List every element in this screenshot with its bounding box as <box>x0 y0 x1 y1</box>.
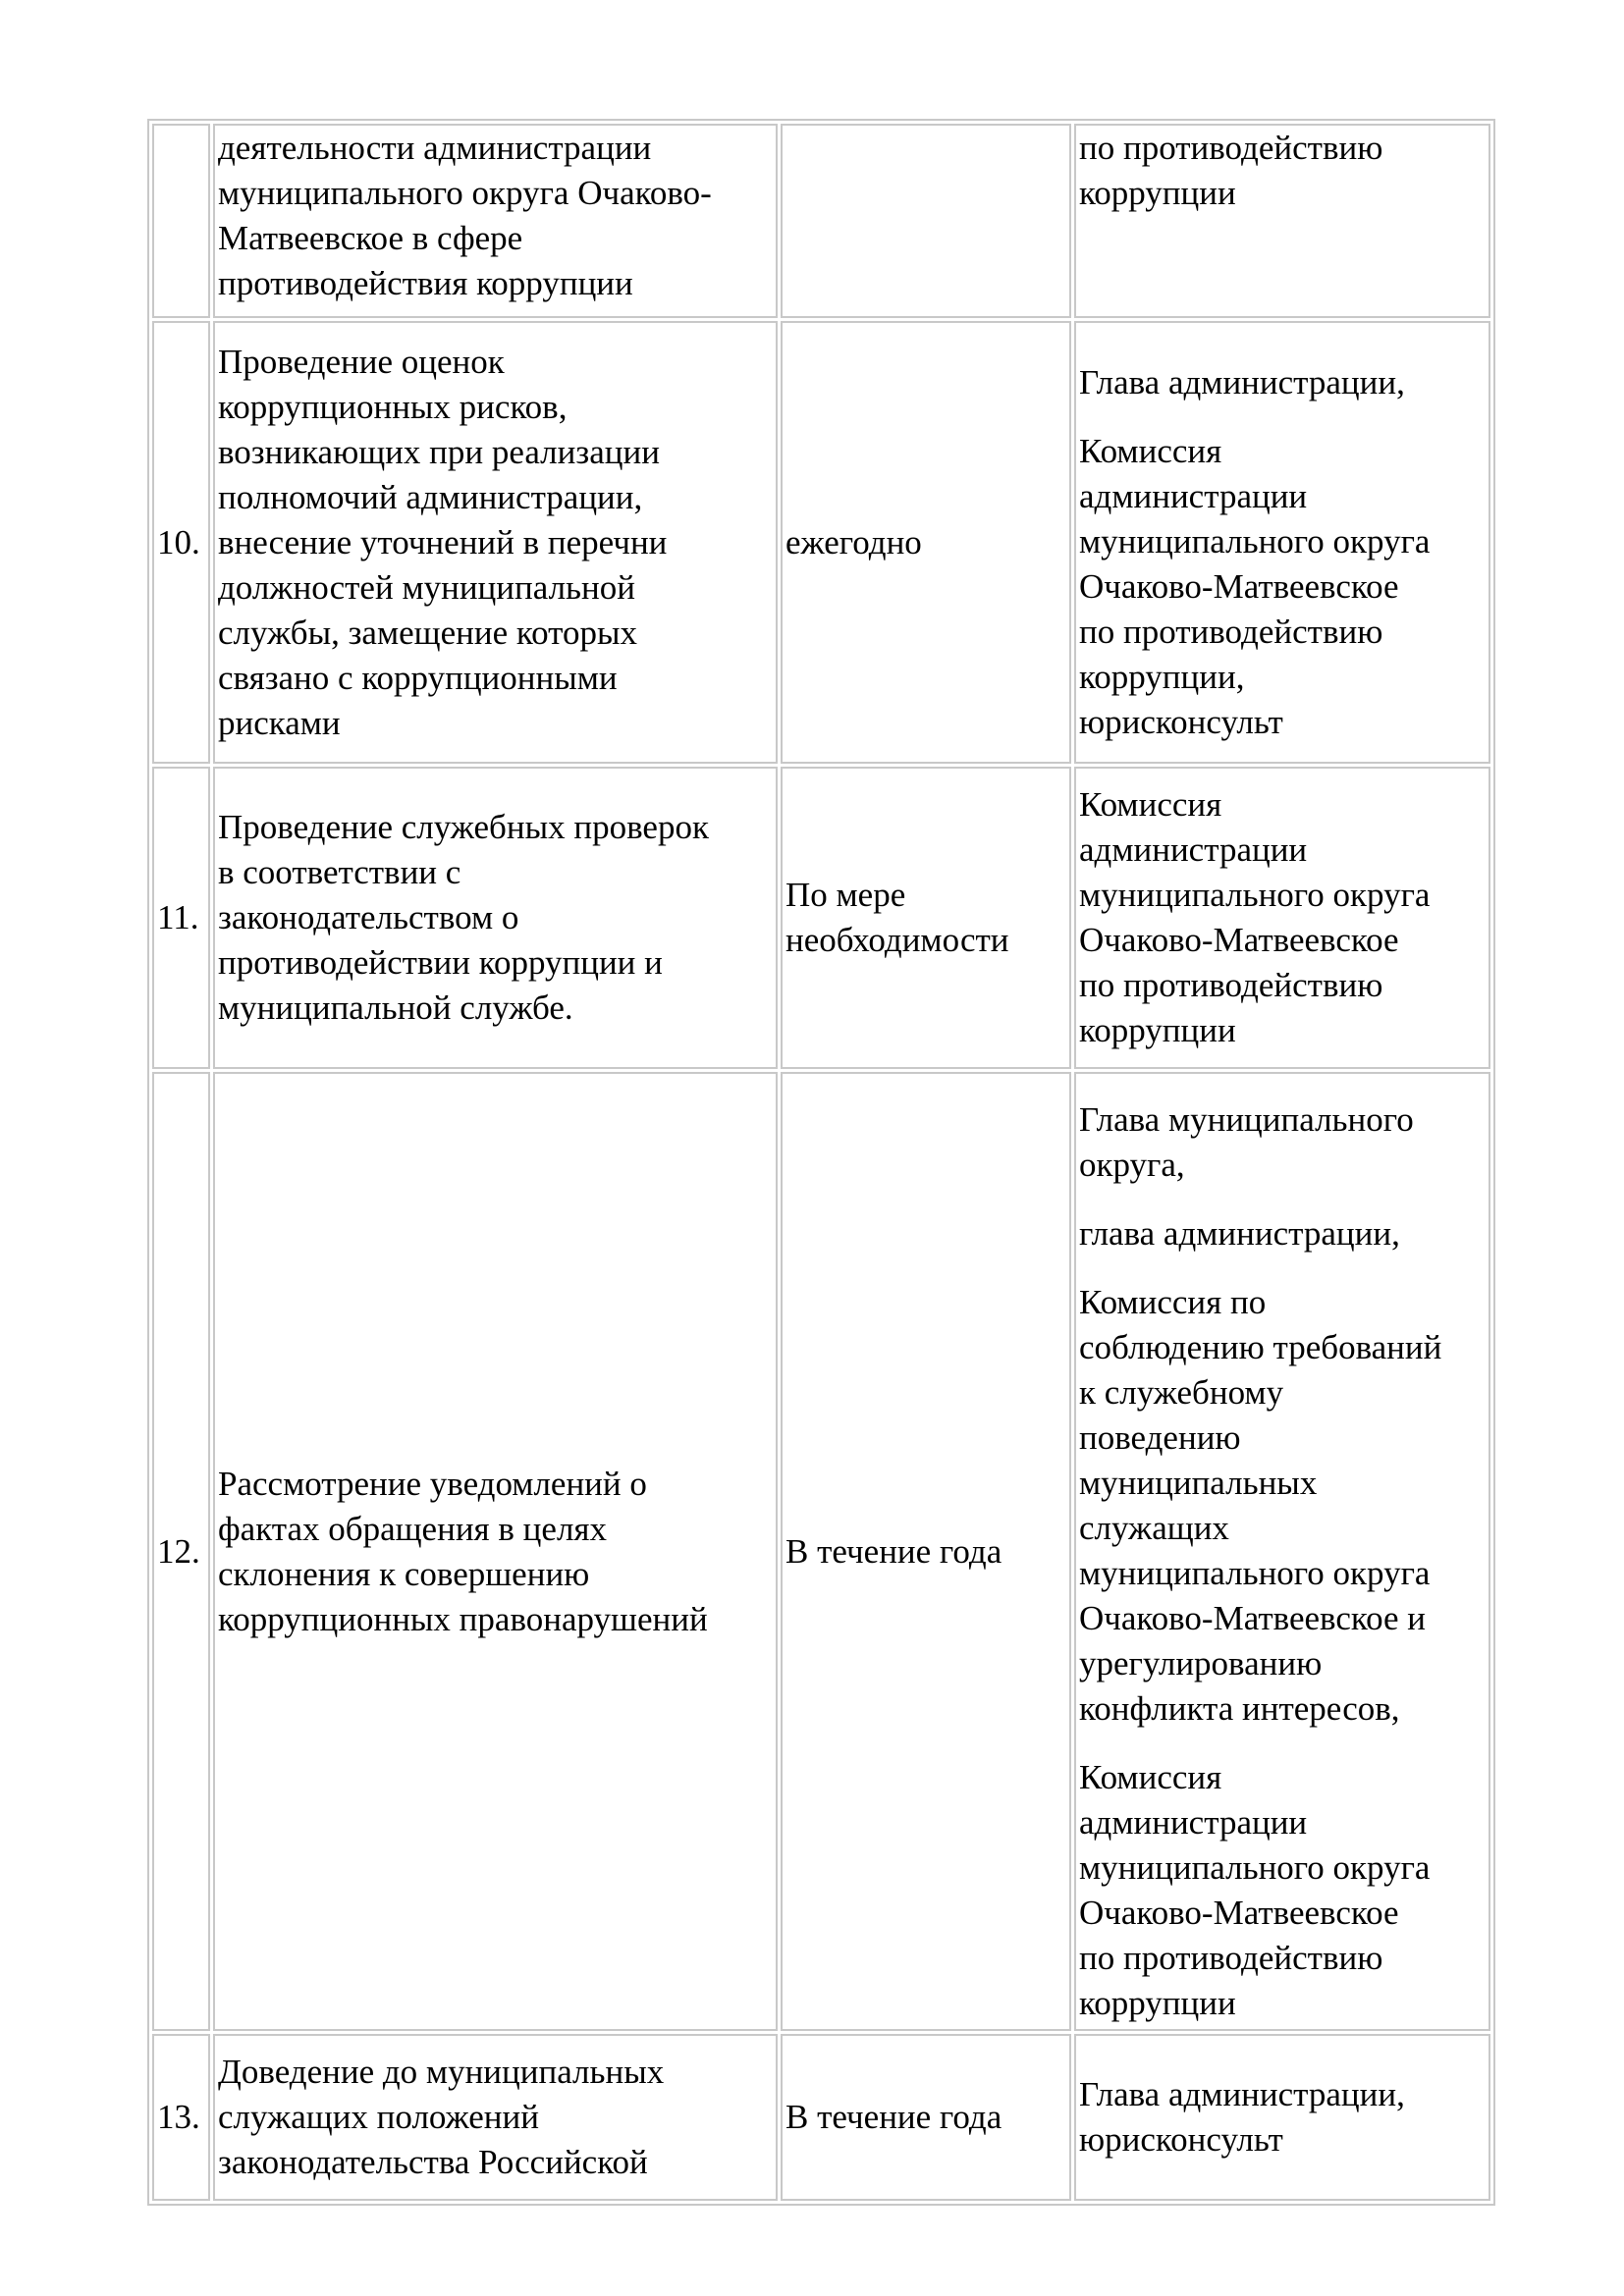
action-text: муниципальной службе. <box>218 988 573 1027</box>
measures-table <box>147 119 1495 2206</box>
term-text: По мере <box>785 876 906 914</box>
responsible-text: Очаково-Матвеевское <box>1079 566 1399 606</box>
responsible-text: поведению <box>1079 1417 1241 1457</box>
responsible-cell <box>1074 2034 1490 2201</box>
action-text: Матвеевское в сфере <box>218 219 523 257</box>
responsible-text: к служебному <box>1079 1372 1284 1412</box>
responsible-text: муниципального округа <box>1079 876 1431 914</box>
action-text: связано с коррупционными <box>218 658 618 697</box>
responsible-text: коррупции <box>1079 1983 1236 2022</box>
term-cell <box>781 767 1071 1069</box>
action-cell <box>213 321 778 764</box>
action-text: фактах обращения в целях <box>218 1509 608 1548</box>
responsible-text: юрисконсульт <box>1079 702 1283 741</box>
responsible-text: коррупции <box>1079 174 1236 212</box>
responsible-text: по противодействию <box>1079 612 1383 651</box>
responsible-text: Комиссия по <box>1079 1282 1267 1321</box>
row-number-cell: 13. <box>152 2034 210 2201</box>
responsible-cell <box>1074 767 1490 1069</box>
responsible-text: коррупции <box>1079 1011 1236 1049</box>
term-cell: В течение года <box>781 1072 1071 2031</box>
responsible-text: администрации <box>1079 830 1308 869</box>
responsible-text: округа, <box>1079 1145 1185 1184</box>
action-text: службы, замещение которых <box>218 613 637 652</box>
table-row <box>152 124 1490 318</box>
responsible-text: юрисконсульт <box>1079 2120 1283 2159</box>
action-text: полномочий администрации, <box>218 477 643 516</box>
responsible-text: по противодействию <box>1079 129 1383 167</box>
responsible-text: урегулированию <box>1079 1643 1323 1682</box>
action-text: служащих положений <box>218 2098 539 2136</box>
term-cell <box>781 124 1071 318</box>
action-text: коррупционных правонарушений <box>218 1599 708 1638</box>
responsible-text: муниципальных <box>1079 1463 1318 1502</box>
row-number-cell <box>152 124 210 318</box>
responsible-text: муниципального округа <box>1079 1847 1431 1887</box>
action-text: Доведение до муниципальных <box>218 2053 665 2091</box>
responsible-text: Комиссия <box>1079 431 1222 470</box>
responsible-text: глава администрации, <box>1079 1213 1400 1253</box>
responsible-text: Очаково-Матвеевское <box>1079 921 1399 959</box>
responsible-paragraph <box>1079 1211 1486 1256</box>
responsible-text: Очаково-Матвеевское и <box>1079 1598 1427 1637</box>
action-text: должностей муниципальной <box>218 567 635 607</box>
responsible-paragraph <box>1079 1755 1486 2026</box>
row-number-cell: 11. <box>152 767 210 1069</box>
action-text: деятельности администрации <box>218 129 652 167</box>
action-text: возникающих при реализации <box>218 432 660 471</box>
responsible-text: администрации <box>1079 1802 1308 1842</box>
term-cell: В течение года <box>781 2034 1071 2201</box>
responsible-text: муниципального округа <box>1079 521 1431 561</box>
responsible-cell <box>1074 124 1490 318</box>
responsible-text: коррупции, <box>1079 657 1245 696</box>
table-row <box>152 2034 1490 2201</box>
action-text: законодательством о <box>218 898 519 936</box>
action-text: муниципального округа Очаково- <box>218 174 712 212</box>
action-text: Проведение служебных проверок <box>218 808 709 846</box>
row-number-cell: 12. <box>152 1072 210 2031</box>
responsible-paragraph <box>1079 360 1486 405</box>
responsible-text: соблюдению требований <box>1079 1327 1442 1366</box>
responsible-text: Глава администрации, <box>1079 362 1405 401</box>
responsible-text: администрации <box>1079 476 1308 515</box>
action-text: в соответствии с <box>218 853 461 891</box>
responsible-text: Очаково-Матвеевское <box>1079 1893 1399 1932</box>
action-cell <box>213 124 778 318</box>
action-cell <box>213 2034 778 2201</box>
action-text: склонения к совершению <box>218 1554 590 1593</box>
action-cell <box>213 767 778 1069</box>
responsible-cell <box>1074 321 1490 764</box>
responsible-paragraph <box>1079 1280 1486 1732</box>
responsible-text: служащих <box>1079 1508 1229 1547</box>
term-text: необходимости <box>785 921 1009 959</box>
responsible-paragraph <box>1079 1097 1486 1188</box>
action-text: противодействии коррупции и <box>218 943 663 982</box>
responsible-text: Глава администрации, <box>1079 2075 1405 2113</box>
row-number-cell: 10. <box>152 321 210 764</box>
action-text: Проведение оценок <box>218 342 505 381</box>
responsible-text: Глава муниципального <box>1079 1099 1414 1139</box>
action-text: коррупционных рисков, <box>218 387 568 426</box>
table-row <box>152 1072 1490 2031</box>
responsible-text: по противодействию <box>1079 966 1383 1004</box>
action-text: Рассмотрение уведомлений о <box>218 1464 647 1503</box>
responsible-text: муниципального округа <box>1079 1553 1431 1592</box>
responsible-paragraph <box>1079 429 1486 745</box>
action-text: противодействия коррупции <box>218 264 633 302</box>
action-cell <box>213 1072 778 2031</box>
responsible-text: Комиссия <box>1079 1757 1222 1796</box>
responsible-text: конфликта интересов, <box>1079 1688 1400 1728</box>
action-text: рисками <box>218 703 341 742</box>
action-text: внесение уточнений в перечни <box>218 522 668 561</box>
responsible-cell <box>1074 1072 1490 2031</box>
responsible-text: Комиссия <box>1079 785 1222 824</box>
table-row <box>152 767 1490 1069</box>
term-cell: ежегодно <box>781 321 1071 764</box>
table-row <box>152 321 1490 764</box>
action-text: законодательства Российской <box>218 2143 648 2181</box>
responsible-text: по противодействию <box>1079 1938 1383 1977</box>
